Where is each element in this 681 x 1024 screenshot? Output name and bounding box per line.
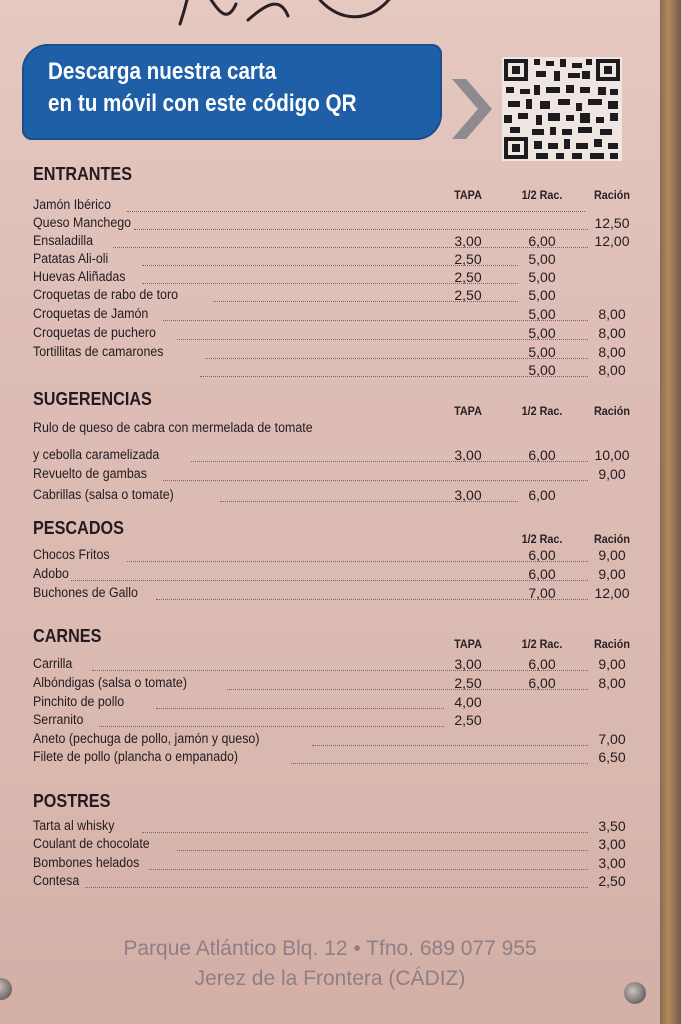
dotted-leader xyxy=(71,580,589,581)
menu-item-name: Rulo de queso de cabra con mermelada de tomate xyxy=(33,420,313,435)
dotted-leader xyxy=(134,229,588,230)
price-tapa: 2,50 xyxy=(454,712,482,728)
price-media: 6,00 xyxy=(528,233,556,249)
menu-item-row xyxy=(0,547,660,565)
column-header-media: 1/2 Rac. xyxy=(521,532,563,546)
column-header-media: 1/2 Rac. xyxy=(521,188,563,202)
price-media: 6,00 xyxy=(528,656,556,672)
menu-item-row xyxy=(0,694,660,712)
section-title: POSTRES xyxy=(33,791,111,811)
menu-item-name: Tortillitas de camarones xyxy=(33,344,164,359)
menu-item-row xyxy=(0,466,660,484)
menu-item-name: Pinchito de pollo xyxy=(33,694,125,709)
price-racion: 3,00 xyxy=(598,836,626,852)
price-racion: 12,00 xyxy=(594,233,630,249)
price-tapa: 2,50 xyxy=(454,251,482,267)
section-title: CARNES xyxy=(33,626,102,646)
price-racion: 8,00 xyxy=(598,675,626,691)
section-title: ENTRANTES xyxy=(33,164,133,184)
section-title: PESCADOS xyxy=(33,518,124,538)
column-header-racion: Ración xyxy=(593,637,630,651)
menu-item-name: Bombones helados xyxy=(33,855,140,870)
menu-item-row xyxy=(0,656,660,674)
menu-item-name: Aneto (pechuga de pollo, jamón y queso) xyxy=(33,731,260,746)
menu-item-row xyxy=(0,287,660,305)
menu-item-name: Serranito xyxy=(33,712,84,727)
dotted-leader xyxy=(312,745,588,746)
menu-item-name: Revuelto de gambas xyxy=(33,466,147,481)
dotted-leader xyxy=(291,763,588,764)
menu-item-name: Patatas Ali-oli xyxy=(33,251,109,266)
menu-item-name: Coulant de chocolate xyxy=(33,836,150,851)
price-racion: 8,00 xyxy=(598,306,626,322)
qr-download-banner xyxy=(22,44,442,140)
menu-item-row xyxy=(0,873,660,891)
price-racion: 8,00 xyxy=(598,325,626,341)
price-racion: 9,00 xyxy=(598,566,626,582)
menu-item-name: Huevas Aliñadas xyxy=(33,269,126,284)
price-media: 7,00 xyxy=(528,585,556,601)
menu-item-row xyxy=(0,818,660,836)
price-tapa: 2,50 xyxy=(454,287,482,303)
menu-item-row xyxy=(0,215,660,233)
menu-item-name: Chocos Fritos xyxy=(33,547,110,562)
menu-item-name: Jamón Ibérico xyxy=(33,197,112,212)
menu-item-row xyxy=(0,487,660,505)
menu-item-row xyxy=(0,251,660,269)
column-header-racion: Ración xyxy=(593,404,630,418)
price-tapa: 3,00 xyxy=(454,487,482,503)
price-racion: 9,00 xyxy=(598,656,626,672)
menu-item-name: Croquetas de puchero xyxy=(33,325,156,340)
menu-item-row xyxy=(0,344,660,362)
column-header-tapa: TAPA xyxy=(454,637,482,651)
banner-line-1: Descarga nuestra carta xyxy=(48,58,277,85)
dotted-leader xyxy=(149,869,588,870)
menu-item-name: Queso Manchego xyxy=(33,215,132,230)
price-media: 5,00 xyxy=(528,362,556,378)
menu-item-name: Carrilla xyxy=(33,656,73,671)
dotted-leader xyxy=(85,887,588,888)
column-header-media: 1/2 Rac. xyxy=(521,637,563,651)
price-tapa: 3,00 xyxy=(454,447,482,463)
menu-item-name: Albóndigas (salsa o tomate) xyxy=(33,675,187,690)
menu-item-row xyxy=(0,325,660,343)
column-header-tapa: TAPA xyxy=(454,404,482,418)
price-tapa: 3,00 xyxy=(454,656,482,672)
price-media: 5,00 xyxy=(528,287,556,303)
dotted-leader xyxy=(156,708,444,709)
menu-item-name: Filete de pollo (plancha o empanado) xyxy=(33,749,239,764)
price-racion: 9,00 xyxy=(598,466,626,482)
price-racion: 8,00 xyxy=(598,344,626,360)
price-tapa: 3,00 xyxy=(454,233,482,249)
section-title: SUGERENCIAS xyxy=(33,389,152,409)
price-racion: 3,00 xyxy=(598,855,626,871)
menu-item-row xyxy=(0,233,660,251)
chevron-right-icon xyxy=(448,75,496,143)
price-racion: 12,00 xyxy=(594,585,630,601)
price-racion: 7,00 xyxy=(598,731,626,747)
menu-item-row xyxy=(0,675,660,693)
menu-item-name: Croquetas de rabo de toro xyxy=(33,287,179,302)
price-media: 6,00 xyxy=(528,487,556,503)
price-media: 6,00 xyxy=(528,547,556,563)
price-racion: 9,00 xyxy=(598,547,626,563)
board-edge xyxy=(660,0,681,1024)
menu-item-name: Contesa xyxy=(33,873,80,888)
menu-item-name: Cabrillas (salsa o tomate) xyxy=(33,487,174,502)
price-racion: 2,50 xyxy=(598,873,626,889)
menu-item-name: Croquetas de Jamón xyxy=(33,306,149,321)
dotted-leader xyxy=(127,211,585,212)
menu-item-name: Buchones de Gallo xyxy=(33,585,138,600)
menu-item-row xyxy=(0,836,660,854)
column-header-tapa: TAPA xyxy=(454,188,482,202)
menu-item-row xyxy=(0,197,660,215)
price-tapa: 4,00 xyxy=(454,694,482,710)
screw-icon xyxy=(624,982,646,1004)
price-media: 6,00 xyxy=(528,675,556,691)
menu-item-row xyxy=(0,269,660,287)
column-header-media: 1/2 Rac. xyxy=(521,404,563,418)
price-tapa: 2,50 xyxy=(454,675,482,691)
price-racion: 8,00 xyxy=(598,362,626,378)
column-header-racion: Ración xyxy=(593,532,630,546)
menu-item-row xyxy=(0,306,660,324)
price-media: 6,00 xyxy=(528,447,556,463)
handwritten-scribble xyxy=(170,0,410,34)
menu-item-row xyxy=(0,447,660,465)
qr-code-icon[interactable] xyxy=(502,57,622,161)
menu-item-row xyxy=(0,420,660,438)
footer-city: Jerez de la Frontera (CÁDIZ) xyxy=(194,967,466,990)
dotted-leader xyxy=(163,480,588,481)
menu-item-row xyxy=(0,855,660,873)
dotted-leader xyxy=(177,850,588,851)
price-racion: 10,00 xyxy=(594,447,630,463)
price-racion: 6,50 xyxy=(598,749,626,765)
column-header-racion: Ración xyxy=(593,188,630,202)
price-media: 5,00 xyxy=(528,251,556,267)
footer-address: Parque Atlántico Blq. 12 • Tfno. 689 077 955 xyxy=(123,937,537,960)
menu-item-name: Adobo xyxy=(33,566,69,581)
menu-item-row xyxy=(0,362,660,380)
price-media: 5,00 xyxy=(528,325,556,341)
price-media: 6,00 xyxy=(528,566,556,582)
menu-item-row xyxy=(0,749,660,767)
menu-item-name: Ensaladilla xyxy=(33,233,94,248)
price-tapa: 2,50 xyxy=(454,269,482,285)
price-racion: 3,50 xyxy=(598,818,626,834)
menu-item-name: y cebolla caramelizada xyxy=(33,447,160,462)
price-media: 5,00 xyxy=(528,306,556,322)
banner-line-2: en tu móvil con este código QR xyxy=(48,90,357,117)
menu-item-row xyxy=(0,712,660,730)
price-media: 5,00 xyxy=(528,269,556,285)
menu-item-row xyxy=(0,566,660,584)
dotted-leader xyxy=(142,832,589,833)
price-racion: 12,50 xyxy=(594,215,630,231)
menu-item-name: Tarta al whisky xyxy=(33,818,115,833)
menu-item-row xyxy=(0,585,660,603)
dotted-leader xyxy=(99,726,444,727)
menu-item-row xyxy=(0,731,660,749)
price-media: 5,00 xyxy=(528,344,556,360)
